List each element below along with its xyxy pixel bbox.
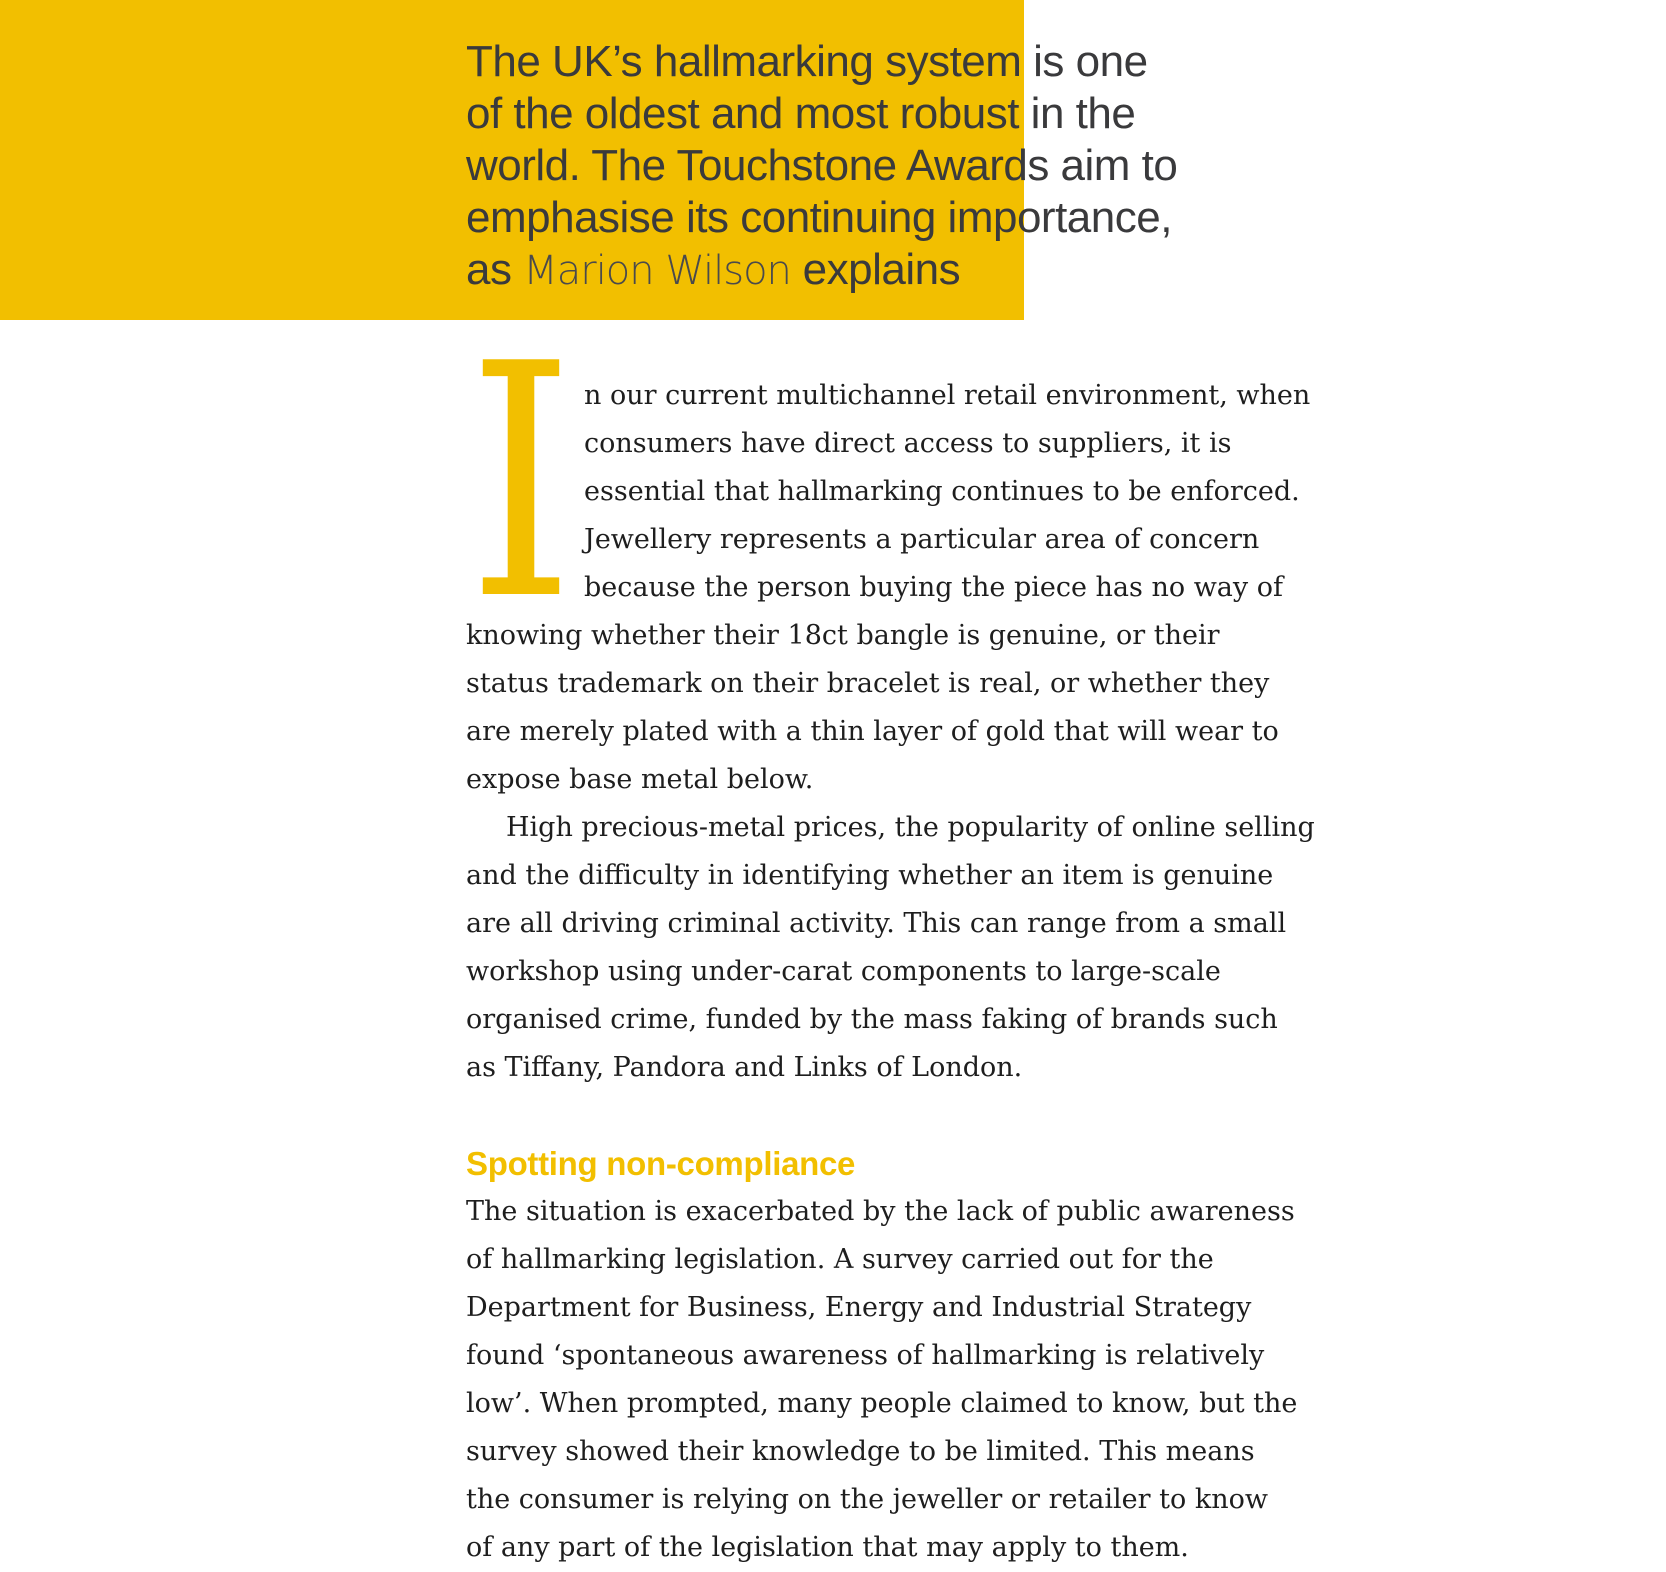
- body-line: the consumer is relying on the jeweller or retailer to know: [466, 1484, 1268, 1515]
- byline-prefix: as: [466, 245, 512, 294]
- body-line: are all driving criminal activity. This can range from a small: [466, 908, 1287, 939]
- body-line: organised crime, funded by the mass faking of brands such: [466, 1004, 1278, 1035]
- standfirst: [466, 36, 1666, 297]
- standfirst-line: world. The Touchstone Awards aim to: [466, 141, 1178, 190]
- body-line: The situation is exacerbated by the lack of public awareness: [466, 1196, 1295, 1227]
- body-line: status trademark on their bracelet is real, or whether they: [466, 668, 1270, 699]
- author-name: Marion Wilson: [523, 248, 791, 294]
- body-line: Jewellery represents a particular area of concern: [584, 524, 1260, 555]
- drop-cap-letter: I: [468, 295, 574, 670]
- standfirst-byline: [466, 244, 1666, 297]
- body-line: found ‘spontaneous awareness of hallmarking is relatively: [466, 1340, 1265, 1371]
- body-line: are merely plated with a thin layer of gold that will wear to: [466, 716, 1279, 747]
- body-line: essential that hallmarking continues to be enforced.: [584, 476, 1300, 507]
- body-line: of any part of the legislation that may apply to them.: [466, 1532, 1189, 1563]
- standfirst-line: The UK’s hallmarking system is one: [466, 37, 1148, 86]
- standfirst-banner: [0, 0, 1178, 320]
- body-line: n our current multichannel retail environment, when: [584, 380, 1311, 411]
- body-line: and the difficulty in identifying whether an item is genuine: [466, 860, 1274, 891]
- body-line: as Tiffany, Pandora and Links of London.: [466, 1052, 1023, 1083]
- byline-suffix: explains: [802, 245, 961, 294]
- body-line: low’. When prompted, many people claimed to know, but the: [466, 1388, 1298, 1419]
- body-line: consumers have direct access to suppliers, it is: [584, 428, 1232, 459]
- body-line: because the person buying the piece has no way of: [584, 572, 1283, 603]
- body-line: Department for Business, Energy and Industrial Strategy: [466, 1292, 1252, 1323]
- body-line: expose base metal below.: [466, 764, 814, 795]
- standfirst-line: emphasise its continuing importance,: [466, 193, 1172, 242]
- body-line: workshop using under-carat components to large-scale: [466, 956, 1221, 987]
- body-line: of hallmarking legislation. A survey carried out for the: [466, 1244, 1214, 1275]
- body-line: survey showed their knowledge to be limited. This means: [466, 1436, 1255, 1467]
- body-line: High precious-metal prices, the popularity of online selling: [506, 812, 1315, 843]
- article-body: [466, 372, 1366, 1572]
- body-line: knowing whether their 18ct bangle is genuine, or their: [466, 620, 1220, 651]
- standfirst-line: of the oldest and most robust in the: [466, 89, 1136, 138]
- section-subheading: Spotting non-compliance: [466, 1145, 856, 1182]
